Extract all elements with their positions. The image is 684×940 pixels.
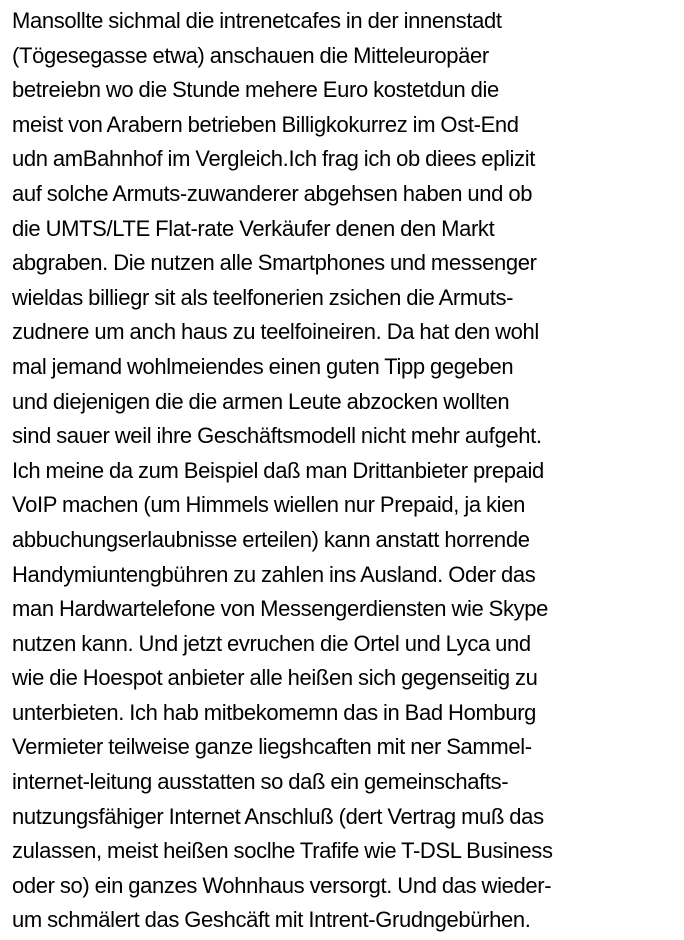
body-text (12, 4, 684, 938)
text-line: abbuchungserlaubnisse erteilen) kann anstatt horrende (12, 526, 530, 552)
text-line: zudnere um anch haus zu teelfoineiren. Da hat den wohl (12, 319, 539, 345)
text-line: wie die Hoespot anbieter alle heißen sich gegenseitig zu (12, 665, 538, 691)
text-line: die UMTS/LTE Flat-rate Verkäufer denen den Markt (12, 215, 495, 241)
text-line: betreiebn wo die Stunde mehere Euro kostetdun die (12, 77, 499, 103)
text-line: VoIP machen (um Himmels wiellen nur Prepaid, ja kien (12, 492, 525, 518)
text-line: nutzen kann. Und jetzt evruchen die Ortel und Lyca und (12, 630, 531, 656)
text-line: Handymiuntengbühren zu zahlen ins Ausland. Oder das (12, 561, 536, 587)
text-line: um schmälert das Geshcäft mit Intrent-Grudngebürhen. (12, 907, 531, 933)
text-line: Mansollte sichmal die intrenetcafes in der innenstadt (12, 8, 502, 33)
text-line: abgraben. Die nutzen alle Smartphones und messenger (12, 250, 537, 276)
text-line: zulassen, meist heißen soclhe Trafife wie T-DSL Business (12, 838, 553, 864)
text-line: man Hardwartelefone von Messengerdiensten wie Skype (12, 596, 549, 622)
text-line: und diejenigen die die armen Leute abzocken wollten (12, 388, 510, 414)
text-line: unterbieten. Ich hab mitbekomemn das in Bad Homburg (12, 699, 537, 725)
text-line: udn amBahnhof im Vergleich.Ich frag ich ob diees eplizit (12, 146, 536, 172)
text-line: meist von Arabern betrieben Billigkokurrez im Ost-End (12, 111, 519, 137)
text-line: auf solche Armuts-zuwanderer abgehsen haben und ob (12, 180, 533, 206)
text-line: (Tögesegasse etwa) anschauen die Mitteleuropäer (12, 42, 489, 68)
text-line: oder so) ein ganzes Wohnhaus versorgt. Und das wieder- (12, 872, 552, 898)
text-line: nutzungsfähiger Internet Anschluß (dert Vertrag muß das (12, 803, 544, 829)
text-line: Vermieter teilweise ganze liegshcaften mit ner Sammel- (12, 734, 532, 760)
text-line: Ich meine da zum Beispiel daß man Drittanbieter prepaid (12, 457, 544, 483)
text-line: mal jemand wohlmeiendes einen guten Tipp gegeben (12, 353, 514, 379)
text-line: sind sauer weil ihre Geschäftsmodell nicht mehr aufgeht. (12, 423, 542, 449)
text-line: wieldas billiegr sit als teelfonerien zsichen die Armuts- (12, 284, 514, 310)
text-line: internet-leitung ausstatten so daß ein gemeinschafts- (12, 769, 509, 795)
